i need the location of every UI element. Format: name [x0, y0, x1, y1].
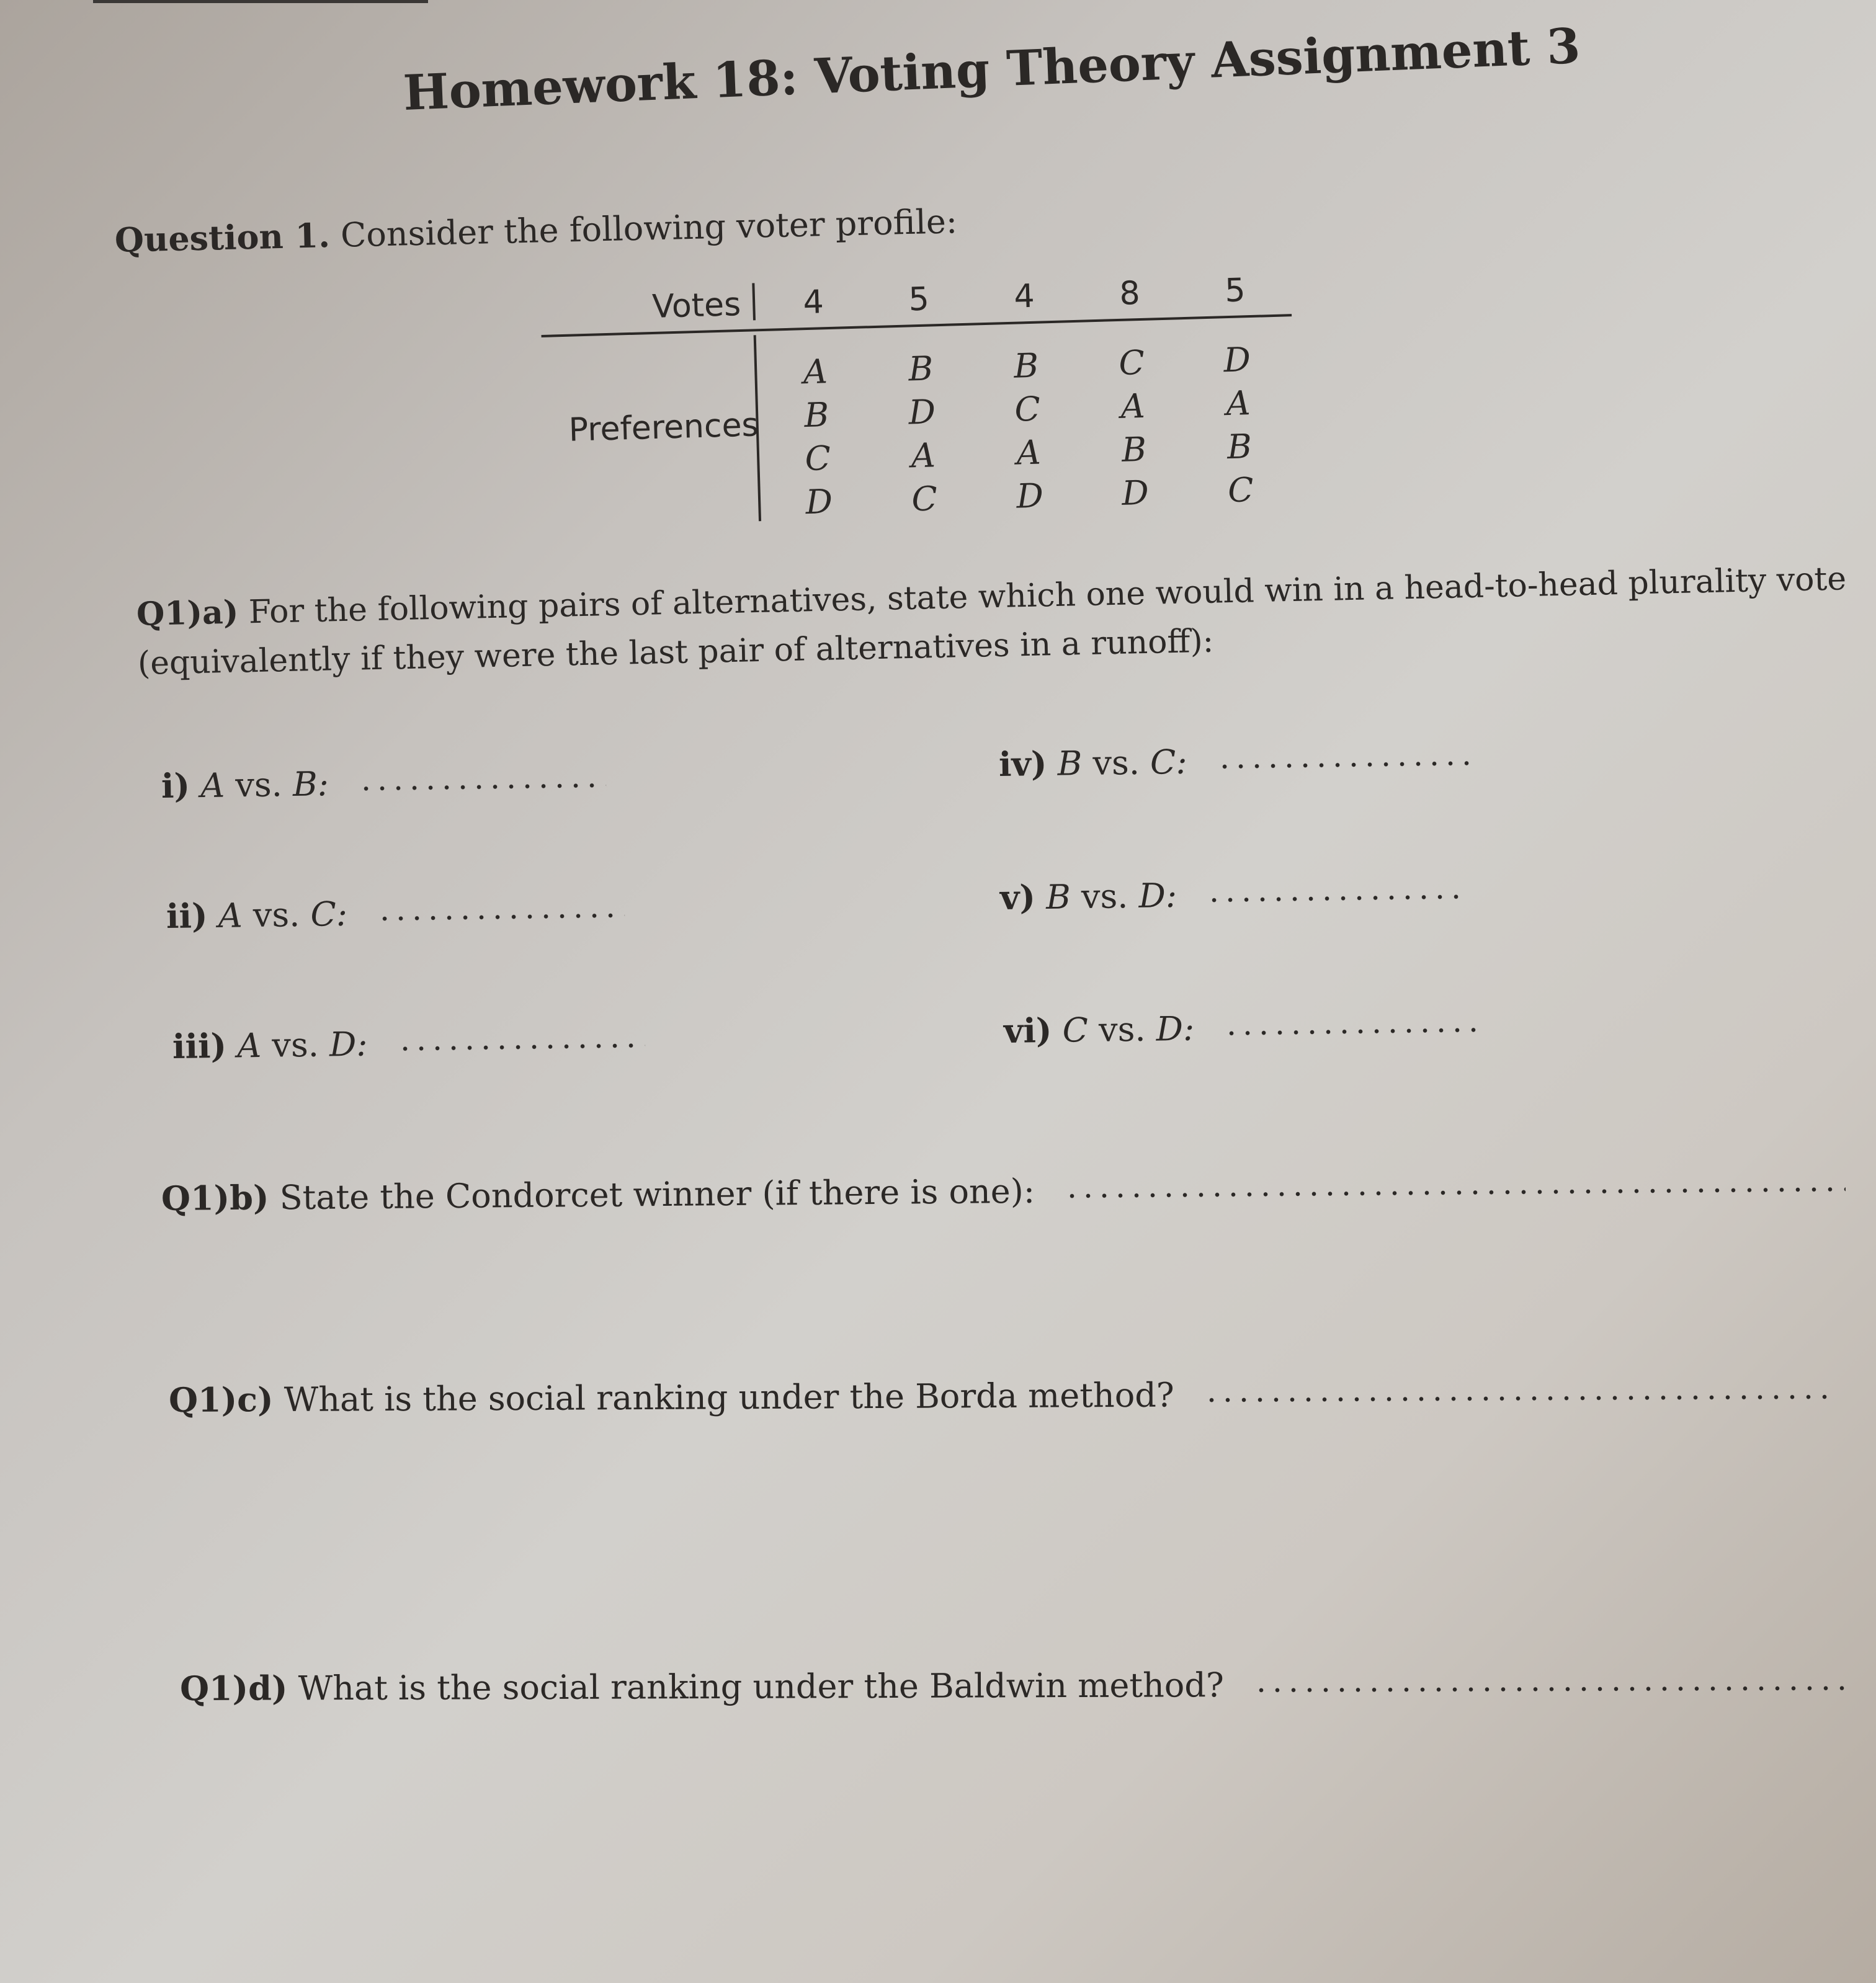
voter-profile-table — [540, 258, 1303, 533]
preference-rank-4: D — [805, 481, 833, 522]
pair-second: D: — [1156, 1009, 1195, 1049]
preference-rank-1: A — [802, 352, 828, 392]
preference-rank-2: D — [908, 392, 936, 432]
q1a-line-1: For the following pairs of alternatives, state which one would win in a head-to-head plurality vote — [248, 560, 1847, 631]
vote-count: 5 — [1224, 272, 1246, 310]
preferences-label: Preferences — [568, 406, 759, 449]
profile-column — [1092, 274, 1173, 518]
question-1-label: Question 1. — [114, 215, 331, 260]
pair-vs: vs. — [1081, 876, 1128, 917]
q1c-text: What is the social ranking under the Borda method? — [284, 1375, 1174, 1420]
pair-second: C: — [310, 894, 348, 934]
answer-blank[interactable] — [377, 909, 625, 925]
preference-rank-4: D — [1121, 473, 1150, 513]
pair-second: D: — [1138, 876, 1177, 916]
page-edge-line — [93, 0, 428, 3]
profile-column — [1197, 271, 1279, 515]
preference-rank-4: C — [911, 479, 938, 519]
answer-blank[interactable] — [1217, 757, 1477, 773]
pair-number: i) — [161, 765, 190, 806]
pair-number: vi) — [1003, 1010, 1052, 1051]
pair-first: B — [1045, 877, 1071, 917]
q1a-prompt — [136, 559, 1846, 633]
pair-vs: vs. — [234, 765, 283, 805]
pair-second: D: — [329, 1024, 368, 1064]
question-1-text: Consider the following voter profile: — [340, 202, 958, 255]
profile-column — [881, 280, 962, 524]
pair-first: A — [236, 1026, 262, 1066]
answer-blank[interactable] — [1204, 1391, 1836, 1406]
pair-vs: vs. — [1092, 742, 1140, 783]
answer-blank[interactable] — [1253, 1682, 1849, 1696]
pair-item — [172, 1020, 645, 1066]
pair-item — [161, 760, 607, 806]
vote-count: 8 — [1119, 275, 1141, 313]
q1a-label: Q1)a) — [136, 593, 239, 633]
q1a-prompt-line-2: (equivalently if they were the last pair of alternatives in a runoff): — [137, 622, 1214, 682]
preference-rank-3: A — [910, 435, 936, 476]
preference-rank-2: A — [1120, 386, 1146, 426]
preference-rank-2: B — [803, 395, 830, 435]
preference-rank-1: D — [1223, 340, 1251, 380]
pair-number: iv) — [998, 743, 1047, 784]
preference-rank-4: D — [1016, 476, 1044, 516]
preference-rank-4: C — [1227, 470, 1254, 510]
q1b-item — [161, 1164, 1846, 1218]
pair-second: B: — [292, 764, 329, 804]
q1d-text: What is the social ranking under the Baldwin method? — [298, 1665, 1224, 1708]
pair-item — [999, 737, 1478, 784]
page-title: Homework 18: Voting Theory Assignment 3 — [402, 17, 1582, 122]
pair-first: A — [218, 896, 243, 935]
preference-rank-3: A — [1016, 432, 1042, 473]
preference-rank-1: C — [1118, 342, 1145, 383]
q1c-item — [169, 1371, 1836, 1420]
profile-column — [986, 277, 1068, 521]
table-vertical-rule — [752, 283, 756, 320]
pair-first: C — [1062, 1010, 1089, 1050]
votes-label: Votes — [651, 285, 741, 326]
q1d-item — [180, 1663, 1849, 1708]
vote-count: 4 — [1013, 277, 1035, 316]
q1b-text: State the Condorcet winner (if there is one): — [279, 1171, 1035, 1218]
preference-rank-3: C — [804, 439, 831, 479]
profile-column — [775, 283, 857, 527]
preference-rank-1: B — [908, 349, 934, 389]
pair-number: iii) — [172, 1025, 227, 1066]
answer-blank[interactable] — [1206, 890, 1467, 906]
answer-blank[interactable] — [358, 779, 606, 795]
pair-vs: vs. — [252, 894, 300, 935]
pair-item — [1004, 1004, 1485, 1051]
preference-rank-2: C — [1014, 389, 1041, 429]
pair-first: B — [1057, 744, 1083, 783]
pair-first: A — [200, 765, 225, 806]
pair-number: v) — [999, 877, 1036, 917]
vote-count: 5 — [908, 280, 930, 319]
preference-rank-3: B — [1121, 429, 1147, 470]
pair-vs: vs. — [1098, 1009, 1146, 1049]
question-1-intro — [114, 201, 957, 260]
pair-item — [1000, 871, 1467, 917]
preference-rank-1: B — [1013, 345, 1039, 386]
pair-number: ii) — [166, 896, 208, 936]
vote-count: 4 — [802, 283, 824, 322]
preference-rank-2: A — [1225, 383, 1251, 424]
pair-item — [166, 890, 625, 936]
answer-blank[interactable] — [397, 1039, 645, 1055]
answer-blank[interactable] — [1064, 1183, 1846, 1202]
pair-vs: vs. — [271, 1025, 319, 1065]
preference-rank-3: B — [1226, 427, 1253, 467]
pair-second: C: — [1150, 742, 1187, 782]
q1b-label: Q1)b) — [161, 1177, 269, 1218]
answer-blank[interactable] — [1223, 1023, 1484, 1040]
q1d-label: Q1)d) — [179, 1668, 288, 1708]
q1c-label: Q1)c) — [168, 1379, 274, 1420]
